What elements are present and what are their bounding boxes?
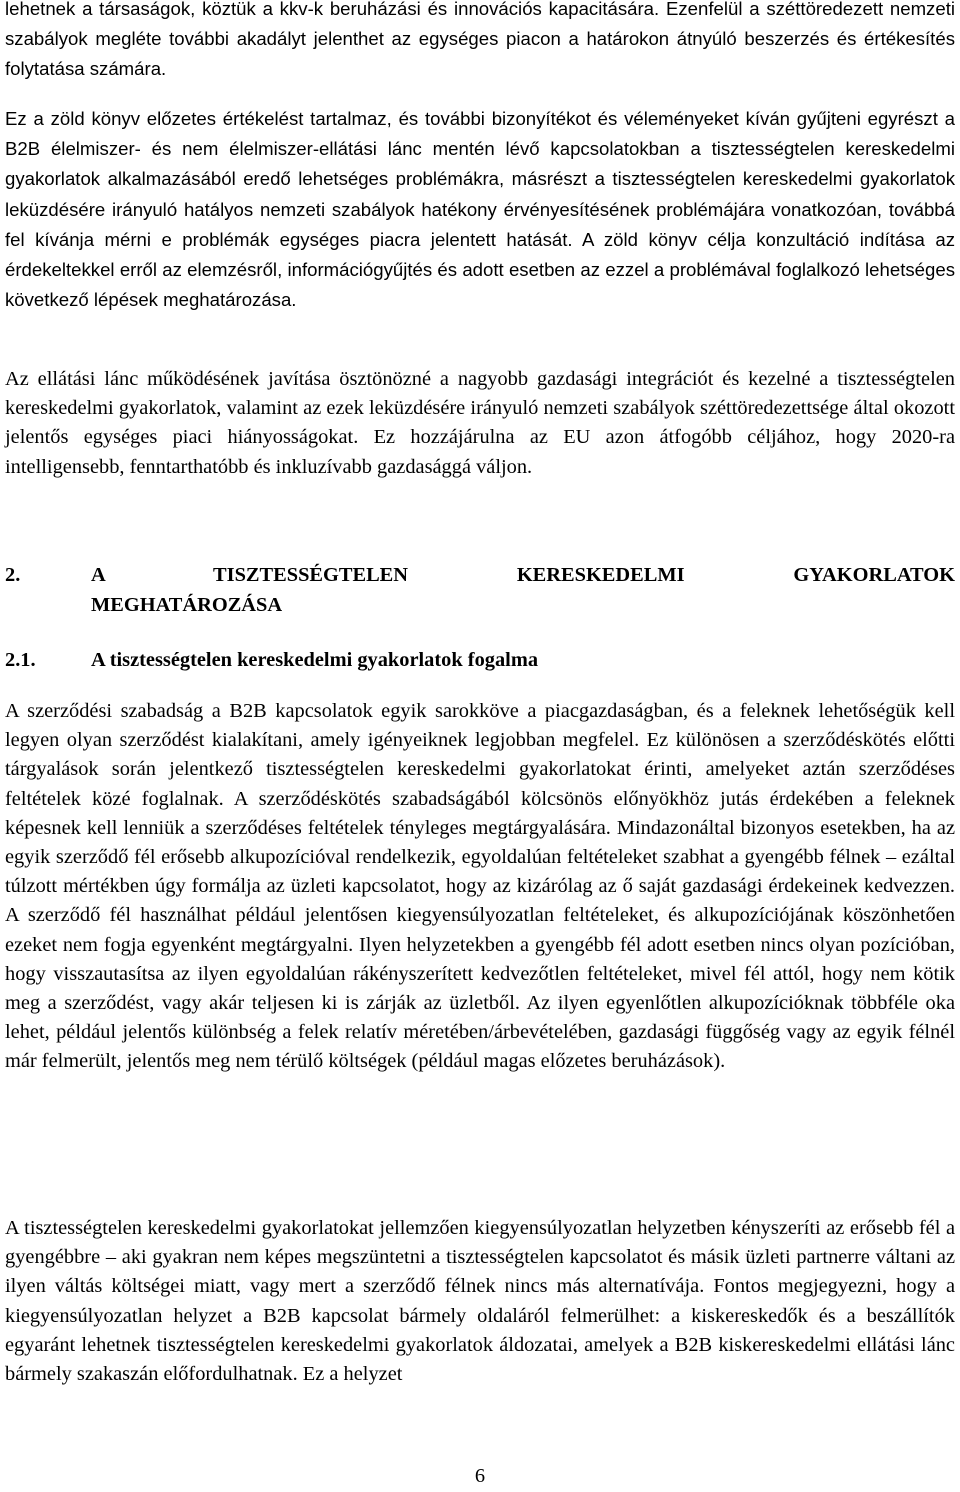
paragraph-supply-chain: Az ellátási lánc működésének javítása ösztönözné a nagyobb gazdasági integrációt és kezelné a tisztességtelen kereskedelmi gyakorlatok, valamint az ezek leküzdésére irányuló nemzeti szabályok széttöredezettsége által okozott jelentős egységes piaci hiányosságokat. Ez hozzájárulna az EU azon átfogóbb céljához, hogy 2020-ra intelligensebb, fenntarthatóbb és inkluzívabb gazdasággá váljon. xyxy=(5,368,955,478)
paragraph-green-book: Ez a zöld könyv előzetes értékelést tartalmaz, és további bizonyítékot és véleményeket kíván gyűjteni egyrészt a B2B élelmiszer- és nem élelmiszer-ellátási lánc mentén lévő kapcsolatokban a tisztességtelen kereskedelmi gyakorlatok alkalmazásából eredő lehetséges problémákra, másrészt a tisztességtelen kereskedelmi gyakorlatok leküzdésére irányuló hatályos nemzeti szabályok hatékony érvényesítésének problémájára vonatkozóan, továbbá fel kívánja mérni e problémák egységes piacra jelentett hatását. A zöld könyv célja konzultáció indítása az érdekeltekkel erről az elemzésről, információgyűjtés és adott esetben az ezzel a problémával foglalkozó lehetséges következő lépések meghatározása. xyxy=(5,108,955,311)
paragraph-contract-freedom: A szerződési szabadság a B2B kapcsolatok egyik sarokköve a piacgazdaságban, és a feleknek lehetőségük kell legyen olyan szerződést kialakítani, amely igényeiknek legjobban megfelel. Ez különösen a szerződéskötés előtti tárgyalások során jelentkező tisztességtelen kereskedelmi gyakorlatokat érinti, amelyeket aztán szerződéses feltételek közé foglalnak. A szerződéskötés szabadságából kölcsönös előnyökhöz jutás érdekében a feleknek képesnek kell lenniük a szerződéses feltételek tényleges megtárgyalására. Mindazonáltal bizonyos esetekben, ha az egyik szerződő fél erősebb alkupozícióval rendelkezik, egyoldalúan feltételeket szabhat a gyengébb félnek – ezáltal túlzott mértékben úgy formálja az üzleti kapcsolatot, hogy az kizárólag az ő saját gazdasági érdekeinek kedvezzen. A szerződő fél használhat például jelentősen kiegyensúlyozatlan feltételeket, és alkupozíciójának köszönhetően ezeket nem fogja egyenként megtárgyalni. Ilyen helyzetekben a gyengébb fél adott esetben nincs olyan pozícióban, hogy visszautasítsa az ilyen egyoldalúan rákényszerített kedvezőtlen feltételeket, mivel fél attól, hogy nem kötik meg a szerződést, vagy akár teljesen ki is zárják az üzletből. Az ilyen egyenlőtlen alkupozícióknak többféle oka lehet, például jelentős különbség a felek relatív méretében/árbevételében, gazdasági függőség vagy az egyik félnél már felmerült, jelentős meg nem térülő költségek (például magas előzetes beruházások). xyxy=(5,700,955,1073)
page-number: 6 xyxy=(474,1465,486,1487)
section-title-line-2: MEGHATÁROZÁSA xyxy=(91,594,283,616)
section-title-line-1: A TISZTESSÉGTELEN KERESKEDELMI GYAKORLATOK xyxy=(91,564,955,586)
subsection-number: 2.1. xyxy=(5,649,36,671)
paragraph-imbalance: A tisztességtelen kereskedelmi gyakorlatokat jellemzően kiegyensúlyozatlan helyzetben kényszeríti az erősebb fél a gyengébbre – aki gyakran nem képes megszüntetni a tisztességtelen kapcsolatot és másik üzleti partnerre váltani az ilyen váltás költségei miatt, vagy mert a szerződő félnek nincs más alternatívája. Fontos megjegyezni, hogy a kiegyensúlyozatlan helyzet a B2B kapcsolat bármely oldaláról felmerülhet: a kiskereskedők és a beszállítók egyaránt lehetnek tisztességtelen kereskedelmi gyakorlatok áldozatai, amelyek a B2B kiskereskedelmi ellátási lánc bármely szakaszán előfordulhatnak. Ez a helyzet xyxy=(5,1217,955,1386)
paragraph-intro-tail: lehetnek a társaságok, köztük a kkv-k beruházási és innovációs kapacitására. Ezenfelül a széttöredezett nemzeti szabályok megléte további akadályt jelenthet az egységes piacon a határokon átnyúló beszerzés és értékesítés folytatása számára. xyxy=(5,0,955,80)
section-number: 2. xyxy=(5,564,21,586)
section-title xyxy=(91,560,955,620)
subsection-title: A tisztességtelen kereskedelmi gyakorlatok fogalma xyxy=(91,649,539,671)
